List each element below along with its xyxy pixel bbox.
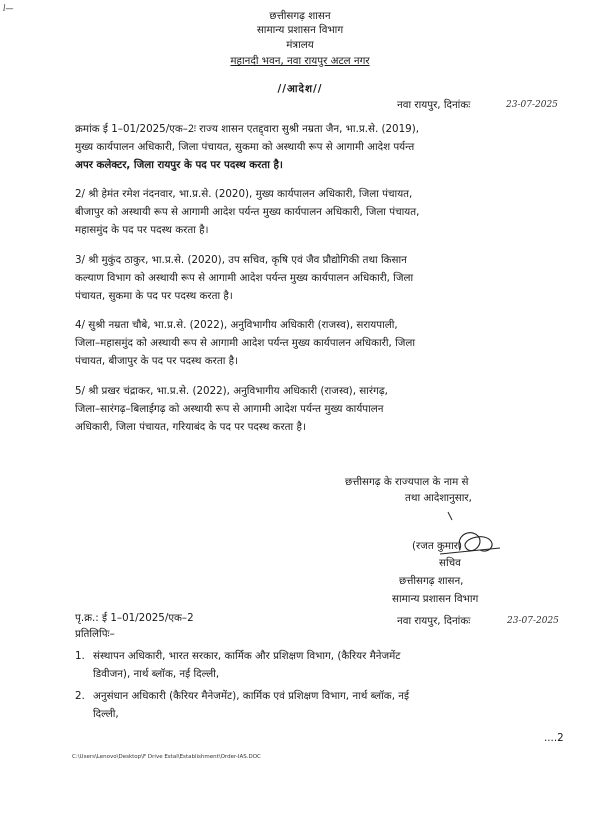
para3-line3: पंचायत, सुकमा के पद पर पदस्थ करता है।: [75, 290, 233, 302]
endorsement-date-handwritten: 23-07-2025: [507, 616, 559, 626]
governor-line1: छत्तीसगढ़ के राज्यपाल के नाम से: [345, 476, 469, 488]
header-state: छत्तीसगढ़ शासन: [269, 10, 331, 22]
page-continuation: ....2: [544, 732, 564, 744]
para2-line1: 2/ श्री हेमंत रमेश नंदनवार, भा.प्र.से. (2020), मुख्य कार्यपालन अधिकारी, जिला पंचायत,: [75, 188, 413, 200]
para4-line1: 4/ सुश्री नम्रता चौबे, भा.प्र.से. (2022), अनुविभागीय अधिकारी (राजस्व), सरायपाली,: [75, 319, 398, 331]
header-department: सामान्य प्रशासन विभाग: [256, 24, 344, 36]
para5-line3: अधिकारी, जिला पंचायत, गरियाबंद के पद पर पदस्थ करता है।: [75, 421, 306, 433]
signatory-name: (रजत कुमार): [412, 540, 462, 552]
para2-line2: बीजापुर को अस्थायी रूप से आगामी आदेश पर्यन्त मुख्य कार्यपालन अधिकारी, जिला पंचायत,: [75, 206, 420, 218]
order-date-handwritten: 23-07-2025: [506, 100, 558, 110]
copy-item-1-number: 1.: [75, 650, 85, 662]
place-date-label: नवा रायपुर, दिनांकः: [397, 99, 471, 111]
para5-line2: जिला–सारंगढ़–बिलाईगढ़ को अस्थायी रूप से आगामी आदेश पर्यन्त मुख्य कार्यपालन: [75, 403, 384, 415]
copy-item-2-line2: दिल्ली,: [93, 708, 119, 720]
copy-item-1-line1: संस्थापन अधिकारी, भारत सरकार, कार्मिक और प्रशिक्षण विभाग, (कैरियर मैनेजमेंट: [93, 650, 401, 662]
para3-line2: कल्याण विभाग को अस्थायी रूप से आगामी आदेश पर्यन्त मुख्य कार्यपालन अधिकारी, जिला: [75, 272, 414, 284]
corner-mark: l—: [3, 4, 14, 13]
order-title: //आदेश//: [277, 83, 323, 95]
copy-item-2-number: 2.: [75, 690, 85, 702]
endorsement-place-label: नवा रायपुर, दिनांकः: [397, 615, 471, 627]
para1-line2: मुख्य कार्यपालन अधिकारी, जिला पंचायत, सुकमा को अस्थायी रूप से आगामी आदेश पर्यन्त: [75, 141, 415, 153]
para1-line3: अपर कलेक्टर, जिला रायपुर के पद पर पदस्थ करता है।: [75, 159, 283, 171]
file-path-footer: C:\Users\Lenovo\Desktop\F Drive Estal\Establishment\Order-IAS.DOC: [72, 754, 261, 760]
para4-line3: पंचायत, बीजापुर के पद पर पदस्थ करता है।: [75, 355, 238, 367]
copy-label: प्रतिलिपिः–: [75, 628, 115, 640]
signatory-designation: सचिव: [439, 557, 461, 569]
signatory-dept1: छत्तीसगढ़ शासन,: [399, 575, 464, 587]
signatory-dept2: सामान्य प्रशासन विभाग: [392, 593, 479, 605]
header-ministry: मंत्रालय: [286, 39, 314, 51]
governor-line2: तथा आदेशानुसार,: [405, 492, 472, 504]
para2-line3: महासमुंद के पद पर पदस्थ करता है।: [75, 224, 209, 236]
copy-item-1-line2: डिवीजन), नार्थ ब्लॉक, नई दिल्ली,: [93, 668, 220, 680]
copy-item-2-line1: अनुसंधान अधिकारी (कैरियर मैनेजमेंट), कार्मिक एवं प्रशिक्षण विभाग, नार्थ ब्लॉक, नई: [93, 690, 410, 702]
para4-line2: जिला–महासमुंद को अस्थायी रूप से आगामी आदेश पर्यन्त मुख्य कार्यपालन अधिकारी, जिला: [75, 337, 416, 349]
para1-line1: क्रमांक ई 1–01/2025/एक–2ः राज्य शासन एतद्द्वारा सुश्री नम्रता जैन, भा.प्र.से. (2019),: [75, 123, 420, 135]
header-address: महानदी भवन, नवा रायपुर अटल नगर: [230, 55, 370, 67]
para3-line1: 3/ श्री मुकुंद ठाकुर, भा.प्र.से. (2020), उप सचिव, कृषि एवं जैव प्रौद्योगिकी तथा किसान: [75, 254, 407, 266]
para5-line1: 5/ श्री प्रखर चंद्राकर, भा.प्र.से. (2022), अनुविभागीय अधिकारी (राजस्व), सारंगढ़,: [75, 385, 388, 397]
endorsement-number: पृ.क्र.: ई 1–01/2025/एक–2: [75, 612, 194, 624]
